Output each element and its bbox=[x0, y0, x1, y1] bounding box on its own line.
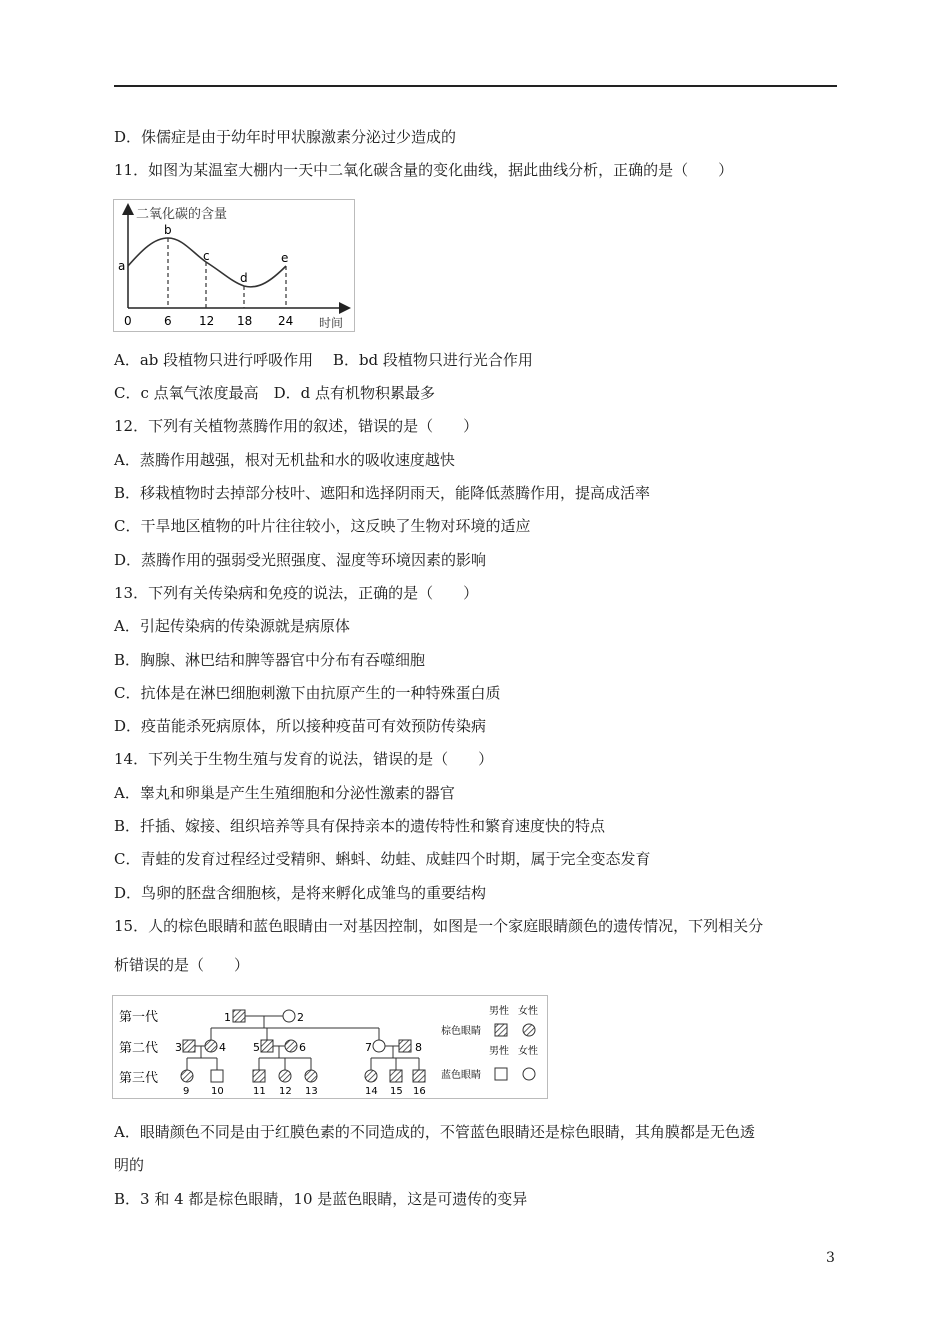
q11-options-ab: A．ab 段植物只进行呼吸作用 B．bd 段植物只进行光合作用 bbox=[114, 351, 533, 369]
point-d-label: d bbox=[240, 271, 248, 285]
person-number: 7 bbox=[365, 1041, 372, 1054]
legend-male-label: 男性 bbox=[489, 1046, 509, 1057]
person-11-male-brown bbox=[253, 1070, 265, 1082]
question-15-line2: 析错误的是（ ） bbox=[114, 956, 250, 974]
x-tick-label: 18 bbox=[237, 314, 253, 328]
q11-options-cd: C．c 点氧气浓度最高 D．d 点有机物积累最多 bbox=[114, 384, 436, 402]
point-a-label: a bbox=[118, 259, 126, 273]
person-16-male-brown bbox=[413, 1070, 425, 1082]
person-number: 5 bbox=[253, 1041, 260, 1054]
q13-option-a: A．引起传染病的传染源就是病原体 bbox=[114, 617, 350, 635]
legend-female-label: 女性 bbox=[518, 1006, 538, 1017]
q13-option-c: C．抗体是在淋巴细胞刺激下由抗原产生的一种特殊蛋白质 bbox=[114, 684, 501, 702]
person-number: 12 bbox=[279, 1086, 292, 1097]
person-6-female-brown bbox=[285, 1040, 297, 1052]
person-2-female-blue bbox=[283, 1010, 295, 1022]
gen-label-1: 第一代 bbox=[119, 1010, 159, 1025]
legend-blue-label: 蓝色眼睛 bbox=[441, 1070, 481, 1081]
q12-option-b: B．移栽植物时去掉部分枝叶、遮阳和选择阴雨天，能降低蒸腾作用，提高成活率 bbox=[114, 484, 651, 502]
person-number: 1 bbox=[224, 1011, 231, 1024]
legend-blue-male bbox=[495, 1068, 507, 1080]
q12-option-d: D．蒸腾作用的强弱受光照强度、湿度等环境因素的影响 bbox=[114, 551, 487, 569]
legend-brown-male bbox=[495, 1024, 507, 1036]
person-15-male-brown bbox=[390, 1070, 402, 1082]
person-number: 10 bbox=[211, 1086, 224, 1097]
q13-option-b: B．胸腺、淋巴结和脾等器官中分布有吞噬细胞 bbox=[114, 651, 426, 669]
question-15-line1: 15．人的棕色眼睛和蓝色眼睛由一对基因控制，如图是一个家庭眼睛颜色的遗传情况，下列相关分 bbox=[114, 917, 764, 935]
x-tick-label: 24 bbox=[278, 314, 294, 328]
x-axis-label: 时间 bbox=[319, 316, 344, 330]
x-tick-label: 12 bbox=[199, 314, 215, 328]
legend-female-label: 女性 bbox=[518, 1046, 538, 1057]
person-5-male-brown bbox=[261, 1040, 273, 1052]
person-number: 9 bbox=[183, 1086, 190, 1097]
question-11: 11．如图为某温室大棚内一天中二氧化碳含量的变化曲线，据此曲线分析，正确的是（ ） bbox=[114, 161, 734, 179]
co2-chart bbox=[114, 200, 354, 331]
gen-label-2: 第二代 bbox=[119, 1041, 159, 1056]
person-number: 8 bbox=[415, 1041, 422, 1054]
y-axis-label: 二氧化碳的含量 bbox=[136, 207, 228, 222]
person-number: 13 bbox=[305, 1086, 318, 1097]
person-number: 2 bbox=[297, 1011, 304, 1024]
point-c-label: c bbox=[203, 249, 210, 263]
person-9-female-brown bbox=[181, 1070, 193, 1082]
option-10d: D．侏儒症是由于幼年时甲状腺激素分泌过少造成的 bbox=[114, 128, 457, 146]
point-e-label: e bbox=[281, 251, 289, 265]
x-tick-label: 6 bbox=[164, 314, 172, 328]
q12-option-a: A．蒸腾作用越强，根对无机盐和水的吸收速度越快 bbox=[114, 451, 455, 469]
person-number: 15 bbox=[390, 1086, 403, 1097]
person-number: 14 bbox=[365, 1086, 378, 1097]
pedigree-figure bbox=[112, 995, 548, 1099]
legend-male-label: 男性 bbox=[489, 1006, 509, 1017]
person-10-male-blue bbox=[211, 1070, 223, 1082]
question-13: 13．下列有关传染病和免疫的说法，正确的是（ ） bbox=[114, 584, 479, 602]
person-number: 4 bbox=[219, 1041, 226, 1054]
legend-blue-female bbox=[523, 1068, 535, 1080]
person-number: 6 bbox=[299, 1041, 306, 1054]
header-rule bbox=[114, 85, 837, 87]
person-number: 11 bbox=[253, 1086, 266, 1097]
co2-chart-figure bbox=[113, 199, 355, 332]
person-number: 16 bbox=[413, 1086, 426, 1097]
q12-option-c: C．干旱地区植物的叶片往往较小，这反映了生物对环境的适应 bbox=[114, 517, 531, 535]
q14-option-c: C．青蛙的发育过程经过受精卵、蝌蚪、幼蛙、成蛙四个时期，属于完全变态发育 bbox=[114, 850, 651, 868]
q14-option-b: B．扦插、嫁接、组织培养等具有保持亲本的遗传特性和繁育速度快的特点 bbox=[114, 817, 606, 835]
person-1-male-brown bbox=[233, 1010, 245, 1022]
q15-option-b: B．3 和 4 都是棕色眼睛，10 是蓝色眼睛，这是可遗传的变异 bbox=[114, 1190, 528, 1208]
q14-option-a: A．睾丸和卵巢是产生生殖细胞和分泌性激素的器官 bbox=[114, 784, 455, 802]
person-8-male-brown bbox=[399, 1040, 411, 1052]
person-14-female-brown bbox=[365, 1070, 377, 1082]
legend-brown-female bbox=[523, 1024, 535, 1036]
person-3-male-brown bbox=[183, 1040, 195, 1052]
x-tick-label: 0 bbox=[124, 314, 132, 328]
legend-brown-label: 棕色眼睛 bbox=[441, 1026, 481, 1037]
point-b-label: b bbox=[164, 223, 172, 237]
page-number: 3 bbox=[826, 1250, 835, 1266]
question-12: 12．下列有关植物蒸腾作用的叙述，错误的是（ ） bbox=[114, 417, 479, 435]
person-7-female-blue bbox=[373, 1040, 385, 1052]
person-12-female-brown bbox=[279, 1070, 291, 1082]
question-14: 14．下列关于生物生殖与发育的说法，错误的是（ ） bbox=[114, 750, 494, 768]
gen-label-3: 第三代 bbox=[119, 1071, 159, 1086]
person-13-female-brown bbox=[305, 1070, 317, 1082]
pedigree-chart bbox=[113, 996, 547, 1098]
person-4-female-brown bbox=[205, 1040, 217, 1052]
q15-option-a-line1: A．眼睛颜色不同是由于红膜色素的不同造成的，不管蓝色眼睛还是棕色眼睛，其角膜都是无色透 bbox=[114, 1123, 755, 1141]
q14-option-d: D．鸟卵的胚盘含细胞核，是将来孵化成雏鸟的重要结构 bbox=[114, 884, 487, 902]
q13-option-d: D．疫苗能杀死病原体，所以接种疫苗可有效预防传染病 bbox=[114, 717, 487, 735]
person-number: 3 bbox=[175, 1041, 182, 1054]
q15-option-a-line2: 明的 bbox=[114, 1156, 145, 1174]
